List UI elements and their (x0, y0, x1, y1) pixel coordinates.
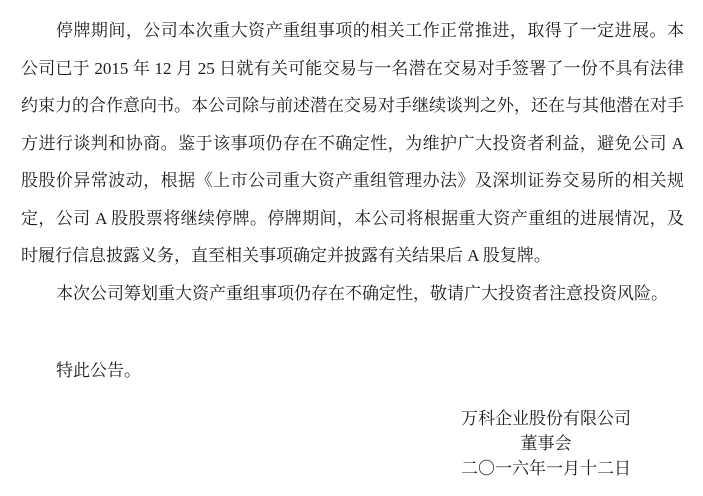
signature-company: 万科企业股份有限公司 (461, 409, 631, 428)
signature-block (400, 406, 692, 481)
signature-date: 二〇一六年一月十二日 (461, 459, 631, 478)
paragraph-progress-update: 停牌期间，公司本次重大资产重组事项的相关工作正常推进，取得了一定进展。本公司已于 2015 年 12 月 25 日就有关可能交易与一名潜在交易对手签署了一份不具有法律约束力的合作意向书。本公司除与前述潜在交易对手继续谈判之外，还在与其他潜在对手方进行谈判和协商。鉴于该事项仍存在不确定性，为维护广大投资者利益，避免公司 A 股股价异常波动，根据《上市公司重大资产重组管理办法》及深圳证券交易所的相关规定，公司 A 股股票将继续停牌。停牌期间，本公司将根据重大资产重组的进展情况，及时履行信息披露义务，直至相关事项确定并披露有关结果后 A 股复牌。 (21, 21, 684, 265)
paragraph-risk-warning: 本次公司筹划重大资产重组事项仍存在不确定性，敬请广大投资者注意投资风险。 (56, 283, 668, 303)
paragraph-closing: 特此公告。 (56, 361, 141, 380)
document-body (21, 12, 684, 312)
signature-signer: 董事会 (520, 434, 572, 453)
